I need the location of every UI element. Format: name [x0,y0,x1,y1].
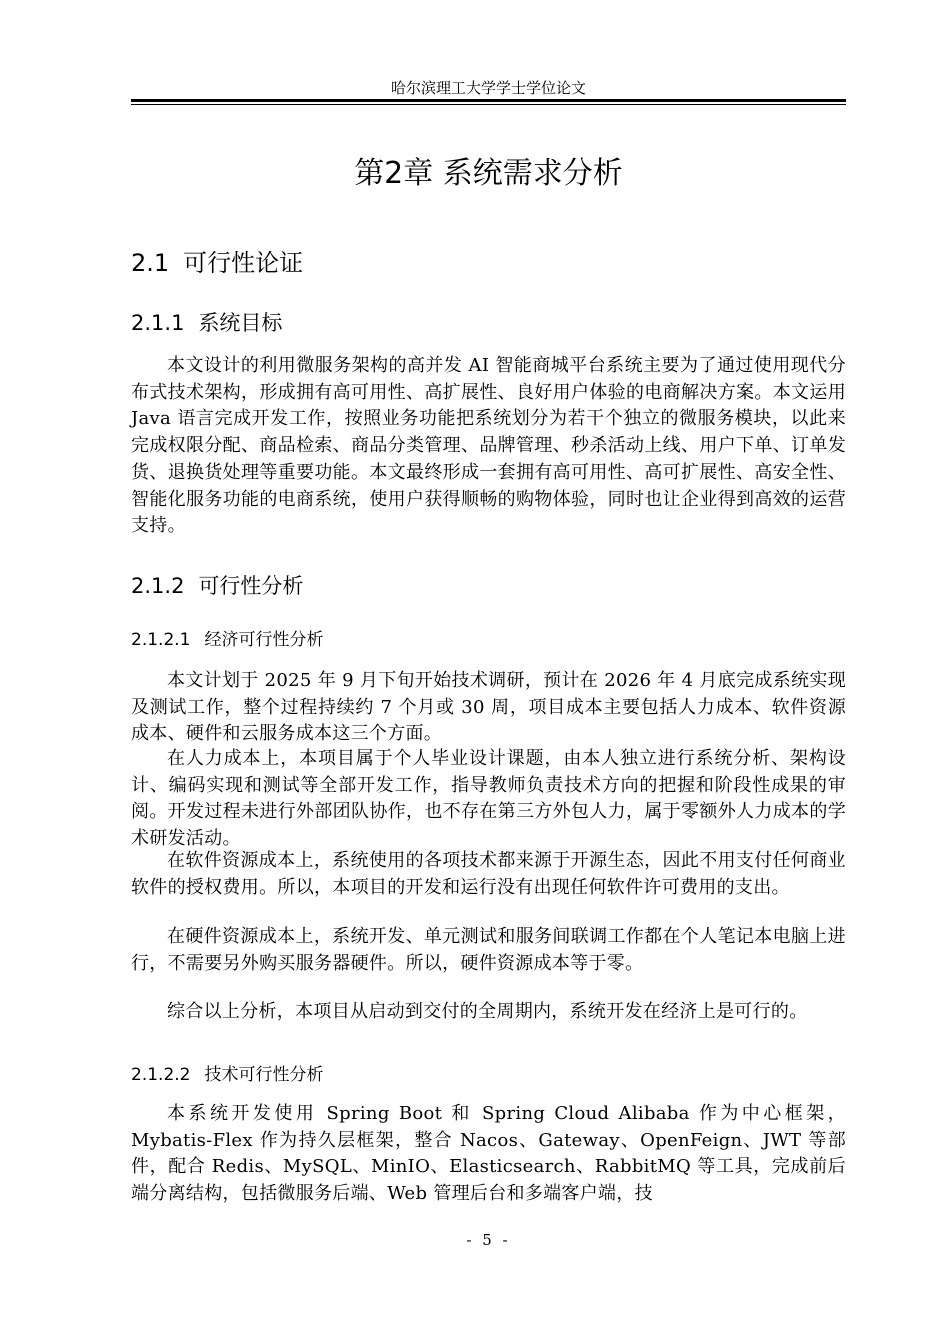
paragraph-economic-software: 在软件资源成本上，系统使用的各项技术都来源于开源生态，因此不用支付任何商业软件的授权费用。所以，本项目的开发和运行没有出现任何软件许可费用的支出。 [131,850,846,898]
paragraph-economic-schedule: 本文计划于 2025 年 9 月下旬开始技术调研，预计在 2026 年 4 月底完成系统实现及测试工作，整个过程持续约 7 个月或 30 周，项目成本主要包括人力成本、软件资源成本、硬件和云服务成本这三个方面。 [131,670,846,745]
page-number: - 5 - [466,1231,511,1249]
section-number: 2.1.2.1 [131,630,191,650]
section-title: 技术可行性分析 [204,1065,324,1085]
header-rule-thick [131,99,846,102]
paragraph-system-goal: 本文设计的利用微服务架构的高并发 AI 智能商城平台系统主要为了通过使用现代分布式技术架构，形成拥有高可用性、高扩展性、良好用户体验的电商解决方案。本文运用 Java 语言完成开发工作，按照业务功能把系统划分为若干个独立的微服务模块，以此来完成权限分配、商品检索、商品分类管理、品牌管理、秒杀活动上线、用户下单、订单发货、退换货处理等重要功能。本文最终形成一套拥有高可用性、高可扩展性、高安全性、智能化服务功能的电商系统，使用户获得顺畅的购物体验，同时也让企业得到高效的运营支持。 [131,355,846,537]
paragraph-technical-frameworks: 本系统开发使用 Spring Boot 和 Spring Cloud Alibaba 作为中心框架，Mybatis-Flex 作为持久层框架，整合 Nacos、Gateway、OpenFeign、JWT 等部件，配合 Redis、MySQL、MinIO、Elasticsearch、RabbitMQ 等工具，完成前后端分离结构，包括微服务后端、Web 管理后台和多端客户端，技 [131,1103,846,1205]
section-title: 经济可行性分析 [204,630,324,650]
section-heading-2-1-1 [131,308,282,338]
running-header: 哈尔滨理工大学学士学位论文 [390,79,586,97]
section-heading-2-1 [131,245,303,281]
section-title: 系统目标 [198,311,283,335]
document-page [131,0,846,1342]
section-number: 2.1.2.2 [131,1065,191,1085]
section-number: 2.1.2 [131,574,185,598]
section-number: 2.1 [131,249,170,277]
section-title: 可行性论证 [183,249,304,277]
section-heading-2-1-2-2 [131,1062,323,1088]
header-rule-thin [131,104,846,105]
section-heading-2-1-2-1 [131,627,323,653]
paragraph-economic-labor: 在人力成本上，本项目属于个人毕业设计课题，由本人独立进行系统分析、架构设计、编码实现和测试等全部开发工作，指导教师负责技术方向的把握和阶段性成果的审阅。开发过程未进行外部团队协作，也不存在第三方外包人力，属于零额外人力成本的学术研发活动。 [131,748,846,850]
section-heading-2-1-2 [131,571,303,601]
paragraph-economic-hardware: 在硬件资源成本上，系统开发、单元测试和服务间联调工作都在个人笔记本电脑上进行，不需要另外购买服务器硬件。所以，硬件资源成本等于零。 [131,926,846,974]
section-title: 可行性分析 [198,574,304,598]
chapter-title: 第2章 系统需求分析 [354,156,623,191]
paragraph-economic-conclusion: 综合以上分析，本项目从启动到交付的全周期内，系统开发在经济上是可行的。 [167,1001,808,1022]
section-number: 2.1.1 [131,311,185,335]
